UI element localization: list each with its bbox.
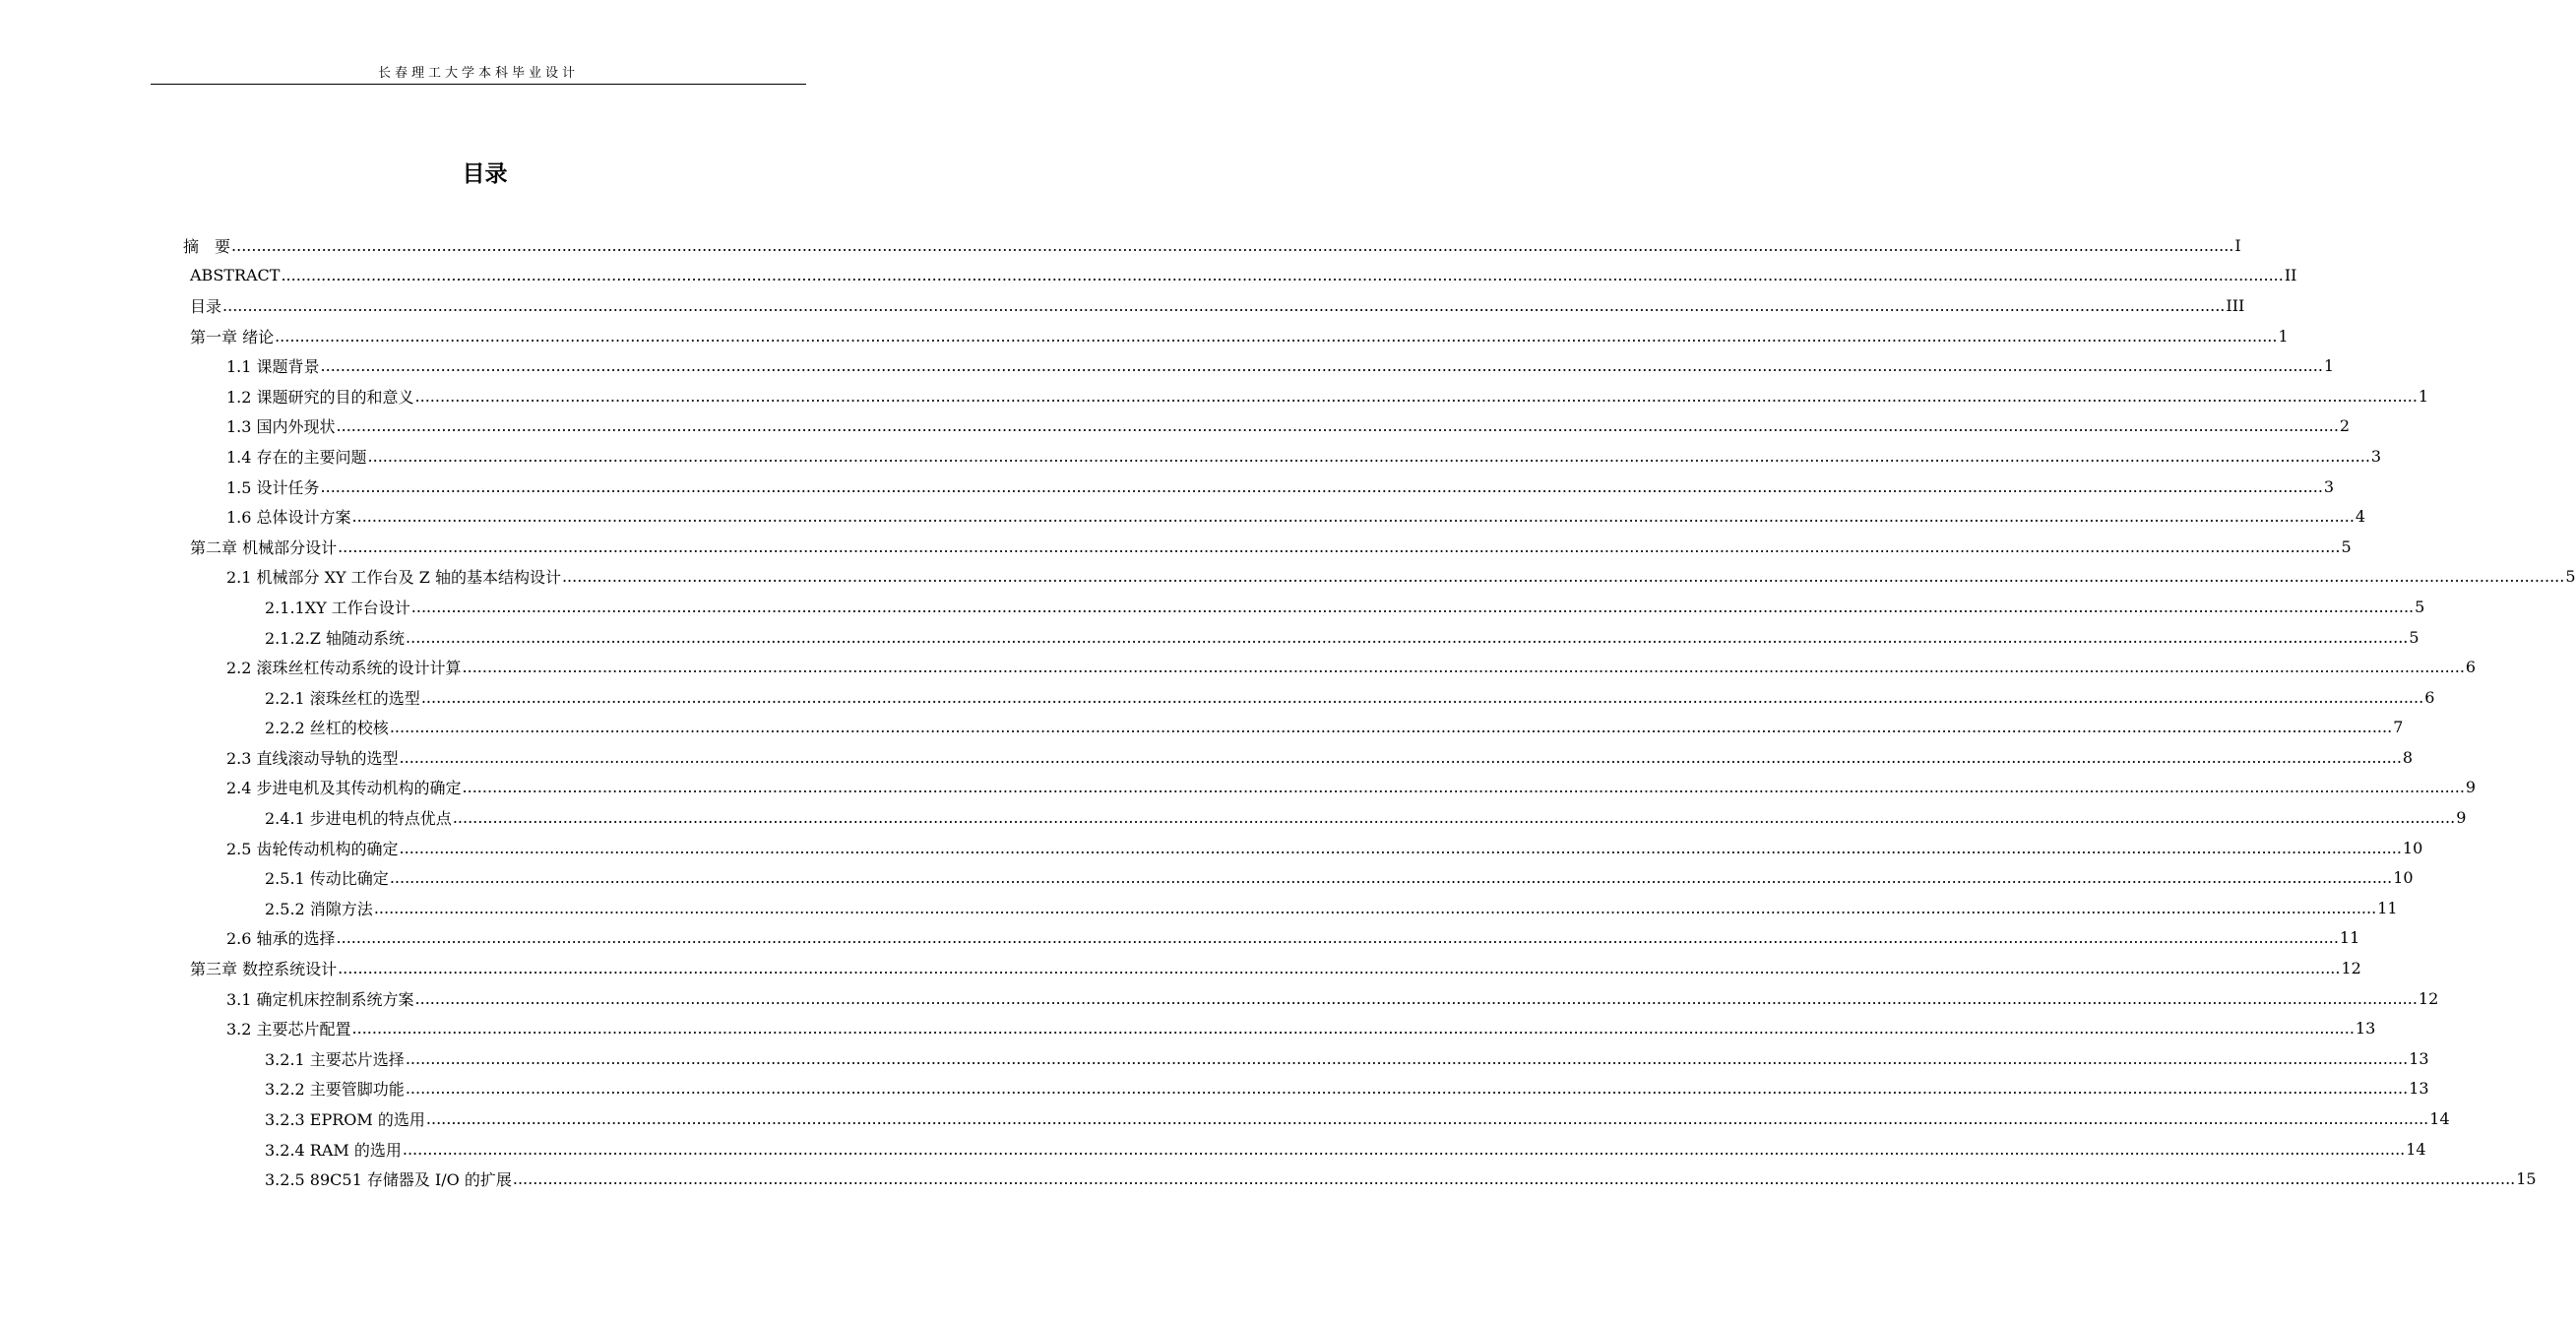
toc-entry[interactable] [226, 411, 2351, 442]
toc-dot-leader: ................................................................................................................................................................................................................................................................................................................................................................................................................ [320, 476, 2323, 496]
toc-entry[interactable] [265, 1043, 2429, 1074]
toc-entry-label: 1.5 设计任务 [226, 477, 320, 497]
toc-dot-leader: ................................................................................................................................................................................................................................................................................................................................................................................................................ [561, 567, 2565, 587]
page-title: 目录 [462, 161, 508, 187]
toc-dot-leader: ................................................................................................................................................................................................................................................................................................................................................................................................................ [222, 295, 2226, 315]
toc-entry-label: 2.4.1 步进电机的特点优点 [265, 809, 452, 829]
toc-entry-page-number: 13 [2409, 1079, 2429, 1099]
toc-dot-leader: ................................................................................................................................................................................................................................................................................................................................................................................................................ [320, 356, 2323, 376]
toc-entry-page-number: 9 [2456, 808, 2467, 828]
toc-entry-page-number: I [2234, 235, 2241, 255]
toc-dot-leader: ................................................................................................................................................................................................................................................................................................................................................................................................................ [351, 1019, 2355, 1039]
toc-entry-label: 2.4 步进电机及其传动机构的确定 [226, 779, 462, 798]
toc-entry-label: ABSTRACT [190, 266, 281, 285]
toc-dot-leader: ................................................................................................................................................................................................................................................................................................................................................................................................................ [389, 718, 2393, 737]
toc-entry-label: 3.2.3 EPROM 的选用 [265, 1110, 425, 1130]
toc-entry[interactable] [265, 1134, 2426, 1165]
toc-entry[interactable] [226, 350, 2335, 381]
toc-entry-page-number: 13 [2409, 1048, 2429, 1068]
running-header: 长春理工大学本科毕业设计 [377, 66, 579, 81]
toc-entry-page-number: 12 [2341, 959, 2361, 978]
toc-entry-label: 1.4 存在的主要问题 [226, 447, 367, 467]
toc-entry[interactable] [226, 472, 2335, 502]
toc-entry[interactable] [190, 321, 2289, 351]
toc-entry[interactable] [190, 953, 2361, 983]
toc-entry[interactable] [226, 381, 2429, 411]
toc-entry-page-number: 15 [2516, 1169, 2537, 1189]
toc-entry-label: 2.6 轴承的选择 [226, 929, 336, 949]
toc-entry-label: 2.1 机械部分 XY 工作台及 Z 轴的基本结构设计 [226, 568, 561, 588]
toc-dot-leader: ................................................................................................................................................................................................................................................................................................................................................................................................................ [281, 266, 2284, 285]
toc-dot-leader: ................................................................................................................................................................................................................................................................................................................................................................................................................ [338, 959, 2341, 978]
toc-entry-page-number: 12 [2418, 988, 2439, 1008]
toc-entry-label: 第一章 绪论 [190, 327, 275, 346]
toc-entry-page-number: 11 [2377, 898, 2398, 917]
toc-dot-leader: ................................................................................................................................................................................................................................................................................................................................................................................................................ [351, 507, 2355, 527]
toc-entry-label: 3.2.5 89C51 存储器及 I/O 的扩展 [265, 1170, 512, 1190]
toc-entry-page-number: 2 [2339, 416, 2351, 436]
toc-entry-label: 3.2.1 主要芯片选择 [265, 1049, 405, 1069]
toc-entry[interactable] [190, 261, 2297, 291]
toc-entry-page-number: 6 [2465, 658, 2477, 677]
toc-entry-label: 第二章 机械部分设计 [190, 537, 338, 557]
toc-entry[interactable] [226, 652, 2477, 682]
toc-dot-leader: ................................................................................................................................................................................................................................................................................................................................................................................................................ [389, 868, 2393, 888]
toc-entry[interactable] [226, 742, 2414, 773]
toc-entry[interactable] [265, 862, 2414, 893]
toc-entry-page-number: 6 [2424, 687, 2435, 707]
toc-entry-page-number: 11 [2339, 928, 2360, 948]
table-of-contents [0, 230, 2576, 1194]
toc-entry[interactable] [190, 532, 2352, 562]
toc-entry-label: 第三章 数控系统设计 [190, 960, 338, 979]
toc-entry-page-number: 1 [2323, 356, 2335, 376]
toc-entry-label: 1.3 国内外现状 [226, 417, 336, 437]
toc-dot-leader: ................................................................................................................................................................................................................................................................................................................................................................................................................ [338, 536, 2341, 556]
toc-entry-page-number: 5 [2565, 567, 2576, 587]
toc-entry[interactable] [265, 1103, 2450, 1134]
toc-dot-leader: ................................................................................................................................................................................................................................................................................................................................................................................................................ [231, 235, 2234, 255]
toc-entry-page-number: 1 [2418, 386, 2429, 406]
toc-dot-leader: ................................................................................................................................................................................................................................................................................................................................................................................................................ [275, 326, 2278, 346]
toc-entry[interactable] [265, 802, 2467, 833]
toc-dot-leader: ................................................................................................................................................................................................................................................................................................................................................................................................................ [425, 1109, 2429, 1129]
toc-entry-page-number: 10 [2402, 838, 2423, 857]
toc-dot-leader: ................................................................................................................................................................................................................................................................................................................................................................................................................ [336, 928, 2339, 948]
toc-entry[interactable] [265, 1164, 2537, 1194]
toc-entry[interactable] [226, 833, 2423, 863]
toc-entry[interactable] [265, 622, 2419, 653]
toc-entry[interactable] [226, 983, 2439, 1014]
toc-dot-leader: ................................................................................................................................................................................................................................................................................................................................................................................................................ [399, 838, 2402, 857]
toc-entry[interactable] [265, 893, 2398, 923]
toc-entry-label: 3.2.4 RAM 的选用 [265, 1140, 402, 1160]
toc-entry[interactable] [183, 230, 2241, 261]
toc-entry[interactable] [265, 1074, 2429, 1104]
toc-dot-leader: ................................................................................................................................................................................................................................................................................................................................................................................................................ [420, 687, 2424, 707]
toc-entry-label: 摘 要 [183, 236, 231, 256]
toc-dot-leader: ................................................................................................................................................................................................................................................................................................................................................................................................................ [367, 446, 2370, 466]
toc-entry-label: 2.2.2 丝杠的校核 [265, 719, 389, 738]
toc-dot-leader: ................................................................................................................................................................................................................................................................................................................................................................................................................ [414, 988, 2418, 1008]
toc-entry-page-number: 8 [2402, 747, 2414, 767]
toc-entry[interactable] [265, 682, 2435, 713]
toc-entry-page-number: 5 [2415, 597, 2425, 616]
toc-entry-label: 目录 [190, 296, 222, 316]
toc-dot-leader: ................................................................................................................................................................................................................................................................................................................................................................................................................ [462, 658, 2465, 677]
toc-dot-leader: ................................................................................................................................................................................................................................................................................................................................................................................................................ [336, 416, 2339, 436]
toc-dot-leader: ................................................................................................................................................................................................................................................................................................................................................................................................................ [399, 747, 2402, 767]
toc-entry-label: 1.6 总体设计方案 [226, 508, 351, 528]
header-rule [151, 84, 806, 85]
toc-entry[interactable] [265, 592, 2425, 622]
toc-entry-page-number: II [2284, 266, 2297, 285]
toc-entry-page-number: III [2226, 295, 2245, 315]
toc-entry[interactable] [226, 562, 2576, 593]
toc-entry-label: 3.2.2 主要管脚功能 [265, 1080, 405, 1100]
toc-dot-leader: ................................................................................................................................................................................................................................................................................................................................................................................................................ [405, 1048, 2409, 1068]
toc-dot-leader: ................................................................................................................................................................................................................................................................................................................................................................................................................ [402, 1139, 2406, 1159]
toc-entry-page-number: 7 [2393, 718, 2404, 737]
toc-dot-leader: ................................................................................................................................................................................................................................................................................................................................................................................................................ [405, 1079, 2409, 1099]
toc-entry-label: 1.2 课题研究的目的和意义 [226, 387, 414, 407]
toc-entry-label: 2.3 直线滚动导轨的选型 [226, 748, 399, 768]
toc-entry-label: 3.2 主要芯片配置 [226, 1020, 351, 1040]
toc-entry-page-number: 5 [2341, 536, 2352, 556]
toc-dot-leader: ................................................................................................................................................................................................................................................................................................................................................................................................................ [452, 808, 2456, 828]
toc-dot-leader: ................................................................................................................................................................................................................................................................................................................................................................................................................ [462, 778, 2465, 797]
toc-entry-page-number: 9 [2465, 778, 2477, 797]
toc-entry-page-number: 4 [2355, 507, 2366, 527]
toc-entry[interactable] [226, 923, 2360, 954]
toc-dot-leader: ................................................................................................................................................................................................................................................................................................................................................................................................................ [373, 898, 2377, 917]
toc-dot-leader: ................................................................................................................................................................................................................................................................................................................................................................................................................ [512, 1169, 2516, 1189]
toc-entry-page-number: 1 [2278, 326, 2289, 346]
toc-dot-leader: ................................................................................................................................................................................................................................................................................................................................................................................................................ [414, 386, 2418, 406]
toc-entry-label: 2.5 齿轮传动机构的确定 [226, 839, 399, 858]
toc-entry-label: 2.5.1 传动比确定 [265, 869, 389, 889]
toc-entry-label: 2.2.1 滚珠丝杠的选型 [265, 688, 420, 708]
toc-entry-label: 2.2 滚珠丝杠传动系统的设计计算 [226, 659, 462, 678]
toc-entry-page-number: 14 [2429, 1109, 2450, 1129]
toc-entry-label: 3.1 确定机床控制系统方案 [226, 989, 414, 1009]
toc-entry[interactable] [265, 713, 2404, 743]
toc-entry-label: 2.1.2.Z 轴随动系统 [265, 628, 406, 648]
toc-entry-page-number: 3 [2370, 446, 2382, 466]
toc-entry-label: 1.1 课题背景 [226, 357, 320, 377]
toc-entry-page-number: 5 [2409, 627, 2419, 647]
toc-dot-leader: ................................................................................................................................................................................................................................................................................................................................................................................................................ [406, 627, 2409, 647]
toc-entry[interactable] [226, 1013, 2376, 1043]
toc-entry-label: 2.1.1XY 工作台设计 [265, 598, 410, 617]
toc-entry-page-number: 3 [2323, 476, 2335, 496]
toc-entry-label: 2.5.2 消隙方法 [265, 899, 373, 918]
toc-entry[interactable] [226, 773, 2477, 803]
toc-dot-leader: ................................................................................................................................................................................................................................................................................................................................................................................................................ [410, 597, 2415, 616]
toc-entry[interactable] [226, 441, 2382, 472]
toc-entry[interactable] [226, 501, 2366, 532]
toc-entry[interactable] [190, 290, 2245, 321]
toc-entry-page-number: 13 [2355, 1019, 2376, 1039]
toc-entry-page-number: 10 [2393, 868, 2414, 888]
toc-entry-page-number: 14 [2406, 1139, 2426, 1159]
